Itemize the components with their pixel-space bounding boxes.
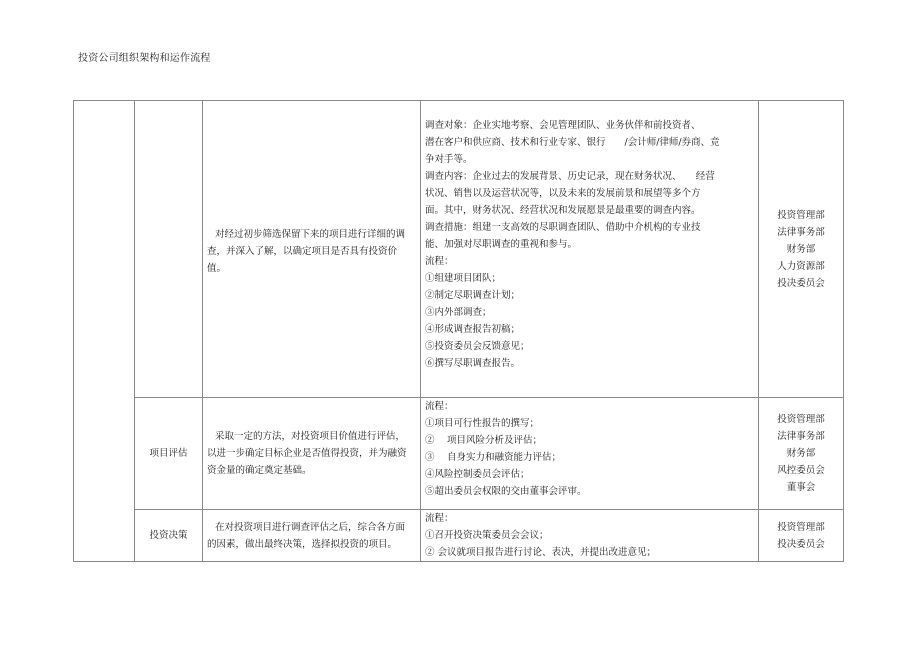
- content-line: 调查措施：组建一支高效的尽职调查团队、借助中介机构的专业技: [425, 222, 701, 233]
- content-line: 面。其中，财务状况、经营状况和发展愿景是最重要的调查内容。: [425, 205, 701, 216]
- content-line: 调查对象：企业实地考察、会见管理团队、业务伙伴和前投资者、: [425, 120, 701, 131]
- step-content-cell: [421, 510, 759, 562]
- department-label: 投资管理部: [777, 209, 825, 221]
- content-line: ①项目可行性报告的撰写；: [425, 418, 540, 429]
- process-table: [73, 100, 844, 562]
- step-name-cell: 项目评估: [135, 398, 203, 510]
- content-line: ④形成调查报告初稿；: [425, 324, 521, 335]
- content-line: ②制定尽职调查计划；: [425, 290, 521, 301]
- step-description: 采取一定的方法，对投资项目价值进行评估，以进一步确定目标企业是否值得投资，并为融资资金量的确定奠定基础。: [207, 431, 407, 476]
- step-name-cell: [135, 101, 203, 398]
- content-line: ② 项目风险分析及评估；: [425, 435, 543, 446]
- department-label: 投资管理部: [777, 414, 825, 425]
- page-title: 投资公司组织架构和运作流程: [78, 53, 211, 64]
- content-line: 争对手等。: [425, 154, 473, 165]
- step-content-cell: [421, 398, 759, 510]
- step-description-cell: [203, 101, 421, 398]
- content-line: ④风险控制委员会评估；: [425, 469, 530, 480]
- departments-cell: [759, 101, 844, 398]
- department-label: 人力资源部: [777, 260, 825, 272]
- content-line: ③ 自身实力和融资能力评估；: [425, 452, 562, 463]
- departments-cell: [759, 510, 844, 562]
- stage-cell: [74, 101, 135, 562]
- content-line: ② 会议就项目报告进行讨论、表决，并提出改进意见；: [425, 547, 657, 558]
- department-label: 投决委员会: [777, 538, 825, 550]
- step-content-cell: [421, 101, 759, 398]
- content-line: ⑤投资委员会反馈意见；: [425, 341, 530, 352]
- content-line: 流程：: [425, 256, 454, 267]
- content-line: ⑤超出委员会权限的交由董事会评审。: [425, 486, 587, 497]
- content-line: ①召开投资决策委员会会议；: [425, 530, 549, 541]
- department-label: 董事会: [786, 482, 816, 493]
- content-line: 流程：: [425, 401, 454, 412]
- department-label: 财务部: [786, 448, 816, 459]
- step-description-cell: [203, 398, 421, 510]
- department-label: 投资管理部: [777, 521, 825, 533]
- department-label: 财务部: [786, 243, 816, 255]
- department-label: 法律事务部: [777, 431, 825, 442]
- departments-cell: [759, 398, 844, 510]
- content-line: ⑥撰写尽职调查报告。: [425, 358, 521, 369]
- step-description: 对经过初步筛选保留下来的项目进行详细的调查，并深入了解，以确定项目是否具有投资价值。: [207, 228, 406, 274]
- content-line: 流程：: [425, 513, 454, 524]
- step-name-cell: 投资决策: [135, 510, 203, 562]
- table-row-investment-decision: [74, 510, 844, 562]
- content-line: 潜在客户和供应商、技术和行业专家、银行 /会计师/律师/券商、竞: [425, 137, 720, 148]
- department-label: 风控委员会: [777, 465, 825, 476]
- step-description-cell: [203, 510, 421, 562]
- table-row-due-diligence: [74, 101, 844, 398]
- content-line: ①组建项目团队；: [425, 273, 502, 284]
- department-label: 法律事务部: [777, 226, 825, 238]
- content-line: 能、加强对尽职调查的重视和参与。: [425, 239, 578, 250]
- content-line: ③内外部调查；: [425, 307, 492, 318]
- content-line: 调查内容：企业过去的发展背景、历史记录，现在财务状况、 经营: [425, 171, 715, 182]
- table-row-project-evaluation: [74, 398, 844, 510]
- department-label: 投决委员会: [777, 277, 825, 289]
- step-description: 在对投资项目进行调查评估之后，综合各方面的因素，做出最终决策，选择拟投资的项目。: [207, 521, 406, 550]
- content-line: 状况、销售以及运营状况等，以及未来的发展前景和展望等多个方: [425, 188, 701, 199]
